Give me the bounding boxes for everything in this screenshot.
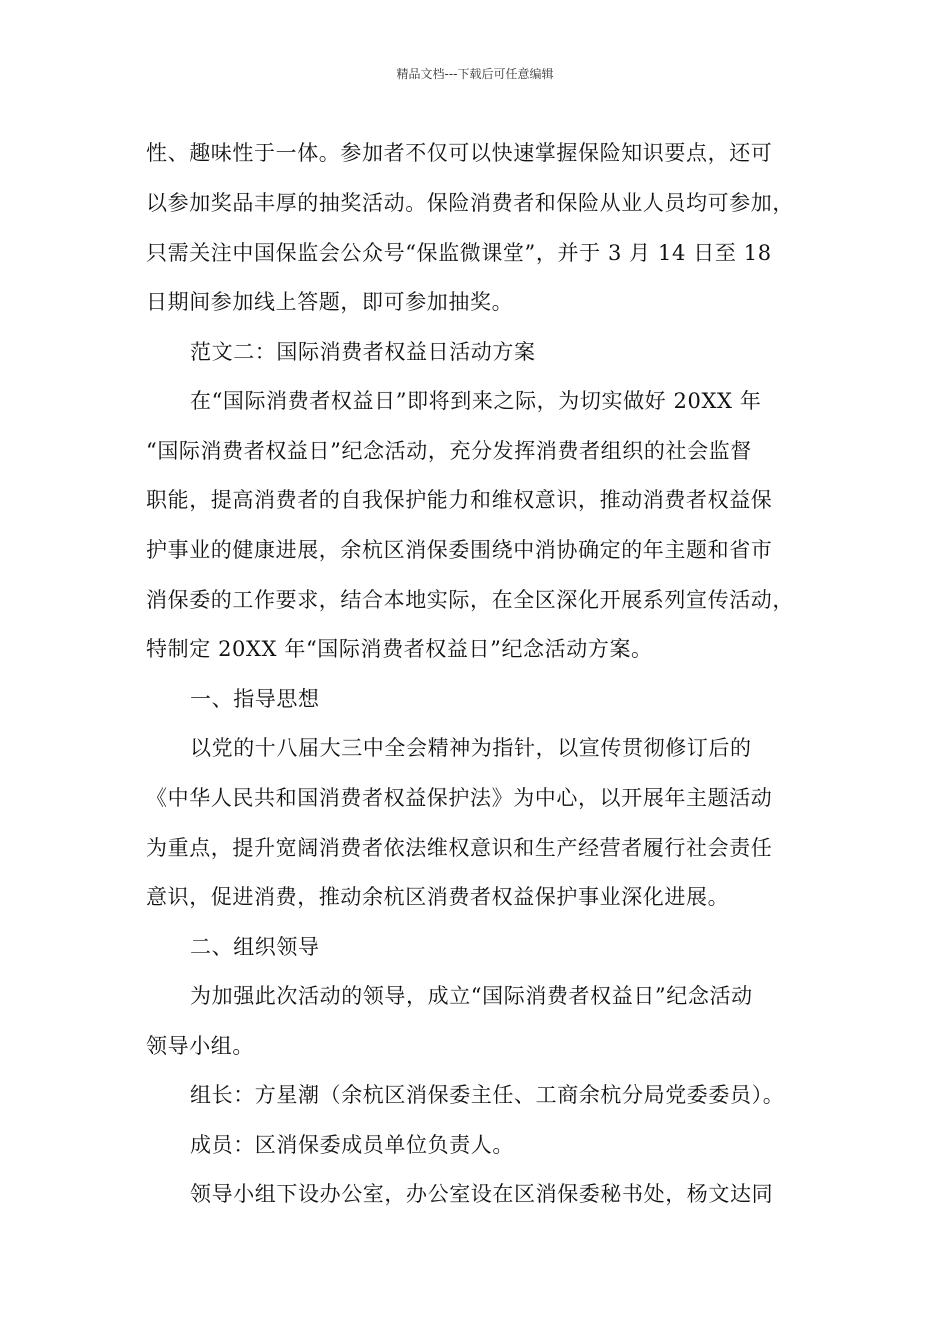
text-line: 组长：方星潮（余杭区消保委主任、工商余杭分局党委委员）。	[190, 1083, 785, 1107]
section-title: 范文二：国际消费者权益日活动方案	[190, 340, 536, 364]
text-line: 职能，提高消费者的自我保护能力和维权意识，推动消费者权益保	[146, 488, 773, 512]
text-line: 意识，促进消费，推动余杭区消费者权益保护事业深化进展。	[146, 885, 730, 909]
text-line: 成员：区消保委成员单位负责人。	[190, 1133, 514, 1157]
text-line: 以参加奖品丰厚的抽奖活动。保险消费者和保险从业人员均可参加，	[146, 191, 794, 215]
text-line: 消保委的工作要求，结合本地实际，在全区深化开展系列宣传活动，	[146, 588, 794, 612]
text-line: 只需关注中国保监会公众号“保监微课堂”，并于 3 月 14 日至 18	[146, 241, 772, 265]
section-heading: 二、组织领导	[190, 935, 320, 959]
text-line: 领导小组。	[146, 1034, 254, 1058]
text-line: 以党的十八届大三中全会精神为指针，以宣传贯彻修订后的	[190, 736, 752, 760]
text-line: 护事业的健康进展，余杭区消保委围绕中消协确定的年主题和省市	[146, 538, 773, 562]
section-heading: 一、指导思想	[190, 687, 320, 711]
text-line: “国际消费者权益日”纪念活动，充分发挥消费者组织的社会监督	[146, 439, 752, 463]
text-line: 特制定 20XX 年“国际消费者权益日”纪念活动方案。	[146, 637, 653, 661]
text-line: 为加强此次活动的领导，成立“国际消费者权益日”纪念活动	[190, 984, 753, 1008]
text-line: 日期间参加线上答题，即可参加抽奖。	[146, 290, 514, 314]
text-line: 在“国际消费者权益日”即将到来之际，为切实做好 20XX 年	[190, 389, 762, 413]
text-line: 为重点，提升宽阔消费者依法维权意识和生产经营者履行社会责任	[146, 836, 773, 860]
text-line: 性、趣味性于一体。参加者不仅可以快速掌握保险知识要点，还可	[146, 141, 773, 165]
text-line: 领导小组下设办公室，办公室设在区消保委秘书处，杨文达同	[190, 1182, 774, 1206]
page-header: 精品文档---下载后可任意编辑	[396, 67, 554, 81]
text-line: 《中华人民共和国消费者权益保护法》为中心，以开展年主题活动	[146, 786, 773, 810]
